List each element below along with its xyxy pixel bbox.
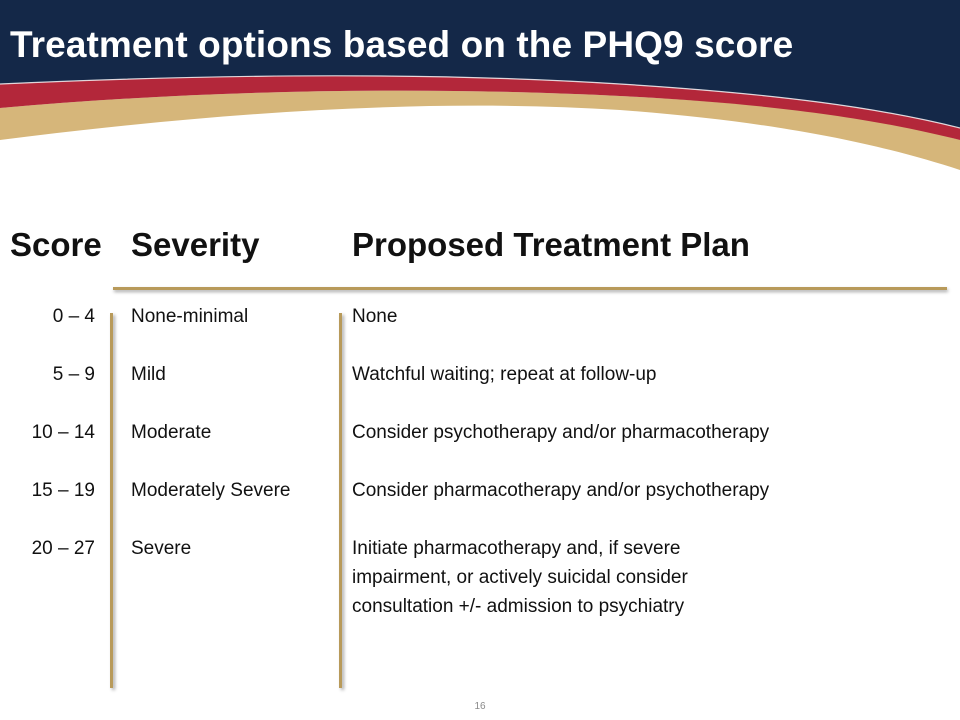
score-range: 0 – 4 — [52, 306, 95, 327]
treatment-plan: None — [352, 306, 398, 327]
score-range: 20 – 27 — [31, 538, 95, 559]
score-range: 5 – 9 — [52, 364, 95, 385]
severity-level: Mild — [131, 364, 166, 385]
severity-level: Severe — [131, 538, 192, 559]
header-divider — [113, 287, 947, 290]
table-row — [0, 302, 960, 331]
header-treatment-plan: Proposed Treatment Plan — [352, 226, 750, 263]
page-number: 16 — [474, 701, 486, 712]
table-row — [0, 418, 960, 447]
slide-title: Treatment options based on the PHQ9 score — [10, 24, 794, 65]
score-range: 10 – 14 — [31, 422, 95, 443]
table-row — [0, 534, 960, 621]
score-range: 15 – 19 — [31, 480, 95, 501]
table-row — [0, 360, 960, 389]
treatment-plan: Consider psychotherapy and/or pharmacotherapy — [352, 422, 770, 443]
table-row — [0, 476, 960, 505]
treatment-table — [0, 302, 960, 621]
treatment-plan: Initiate pharmacotherapy and, if severe impairment, or actively suicidal consider consultation +/- admission to psychiatry — [352, 538, 688, 617]
treatment-plan: Consider pharmacotherapy and/or psychotherapy — [352, 480, 770, 501]
treatment-plan: Watchful waiting; repeat at follow-up — [352, 364, 657, 385]
header-score: Score — [10, 226, 102, 263]
header-severity: Severity — [131, 226, 260, 263]
severity-level: Moderate — [131, 422, 212, 443]
severity-level: Moderately Severe — [131, 480, 291, 501]
severity-level: None-minimal — [131, 306, 249, 327]
